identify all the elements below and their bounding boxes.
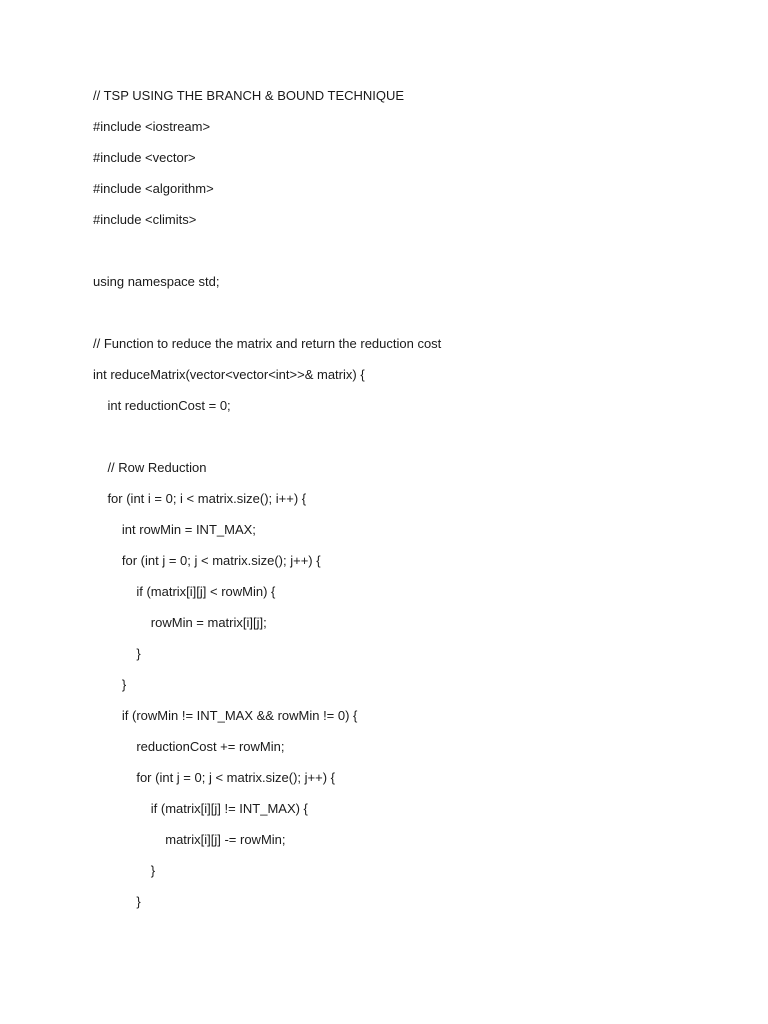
code-line: int rowMin = INT_MAX; — [93, 522, 256, 537]
code-line: using namespace std; — [93, 274, 220, 289]
code-line — [93, 240, 733, 271]
code-line: } — [93, 677, 127, 692]
code-line: rowMin = matrix[i][j]; — [93, 615, 267, 630]
code-line: } — [93, 894, 141, 909]
code-line: if (rowMin != INT_MAX && rowMin != 0) { — [93, 708, 358, 723]
code-line — [93, 426, 733, 457]
code-line: int reductionCost = 0; — [93, 398, 231, 413]
code-line: #include <iostream> — [93, 119, 211, 134]
code-line: for (int j = 0; j < matrix.size(); j++) { — [93, 770, 336, 785]
code-line: matrix[i][j] -= rowMin; — [93, 832, 286, 847]
code-line: // TSP USING THE BRANCH & BOUND TECHNIQUE — [93, 88, 405, 103]
code-line: // Function to reduce the matrix and return the reduction cost — [93, 336, 442, 351]
code-line: } — [93, 646, 141, 661]
code-line: int reduceMatrix(vector<vector<int>>& matrix) { — [93, 367, 365, 382]
code-line: // Row Reduction — [93, 460, 207, 475]
code-line — [93, 302, 733, 333]
code-line: #include <algorithm> — [93, 181, 214, 196]
code-line: if (matrix[i][j] != INT_MAX) { — [93, 801, 308, 816]
code-line: #include <vector> — [93, 150, 196, 165]
code-line: for (int i = 0; i < matrix.size(); i++) { — [93, 491, 307, 506]
code-line: if (matrix[i][j] < rowMin) { — [93, 584, 276, 599]
code-line: for (int j = 0; j < matrix.size(); j++) { — [93, 553, 321, 568]
code-line: reductionCost += rowMin; — [93, 739, 285, 754]
code-line: #include <climits> — [93, 212, 197, 227]
code-line: } — [93, 863, 156, 878]
code-listing — [93, 85, 733, 922]
